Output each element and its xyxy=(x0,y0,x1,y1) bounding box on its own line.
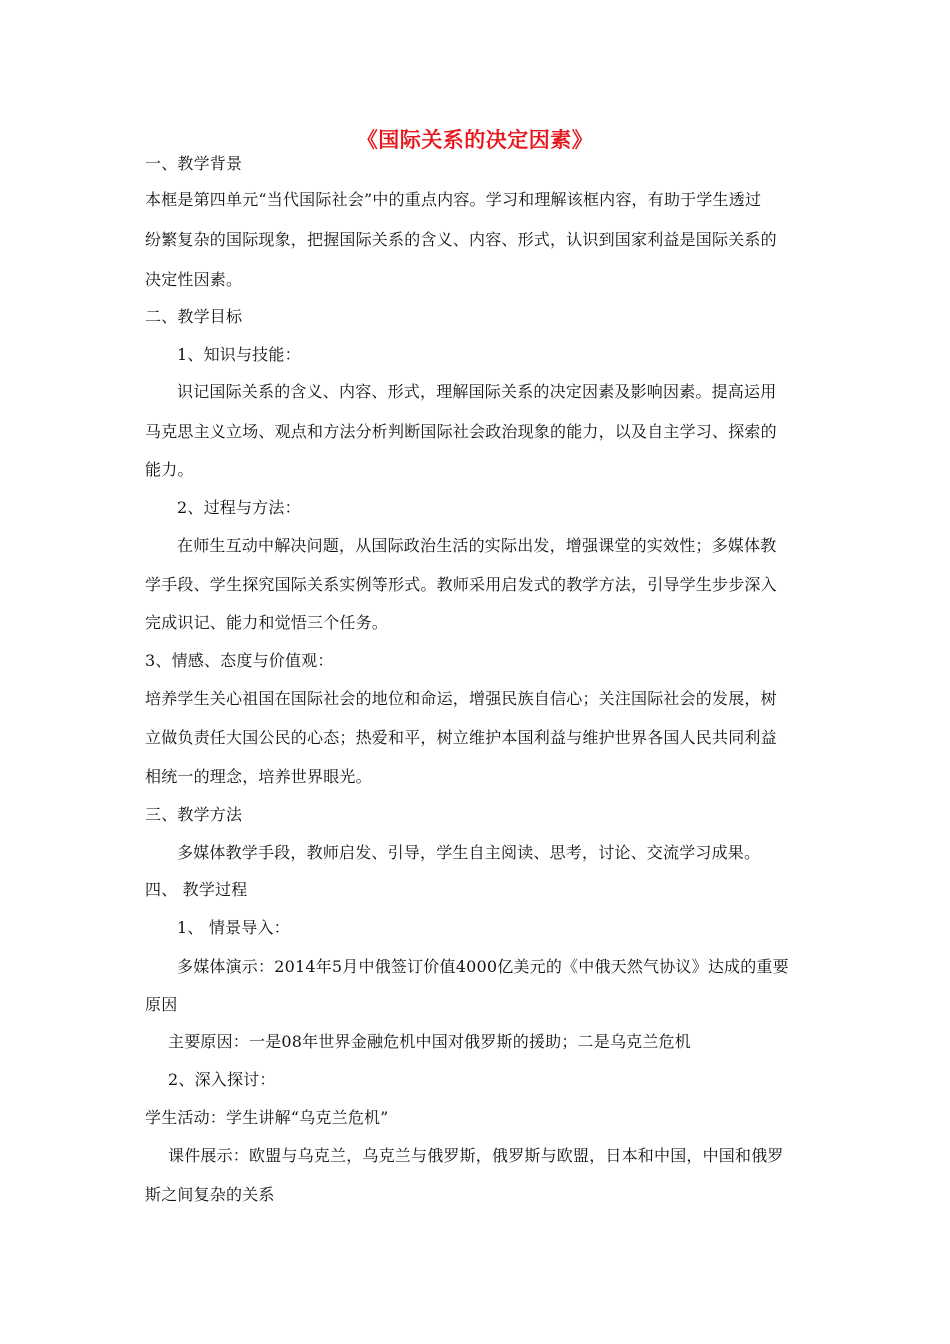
paragraph-line: 立做负责任大国公民的心态；热爱和平，树立维护本国利益与维护世界各国人民共同利益 xyxy=(145,728,777,747)
paragraph-line: 完成识记、能力和觉悟三个任务。 xyxy=(145,613,389,632)
subheading-discussion: 2、深入探讨： xyxy=(168,1070,276,1089)
document-title: 《国际关系的决定因素》 xyxy=(356,127,594,152)
subheading-process: 2、过程与方法： xyxy=(177,498,301,517)
subheading-values: 3、情感、态度与价值观： xyxy=(145,651,334,670)
paragraph-line: 识记国际关系的含义、内容、形式，理解国际关系的决定因素及影响因素。提高运用 xyxy=(177,382,777,401)
paragraph-line: 多媒体教学手段，教师启发、引导，学生自主阅读、思考，讨论、交流学习成果。 xyxy=(177,843,761,862)
subheading-knowledge: 1、知识与技能： xyxy=(177,345,301,364)
subheading-intro: 1、 情景导入： xyxy=(177,918,290,937)
section-heading-process: 四、 教学过程 xyxy=(145,880,248,899)
paragraph-line: 学生活动：学生讲解“乌克兰危机” xyxy=(145,1108,389,1127)
paragraph-line: 在师生互动中解决问题，从国际政治生活的实际出发，增强课堂的实效性；多媒体教 xyxy=(177,536,777,555)
paragraph-line: 原因 xyxy=(145,995,178,1014)
paragraph-line: 学手段、学生探究国际关系实例等形式。教师采用启发式的教学方法，引导学生步步深入 xyxy=(145,575,777,594)
paragraph-line: 纷繁复杂的国际现象，把握国际关系的含义、内容、形式，认识到国家利益是国际关系的 xyxy=(145,230,777,249)
paragraph-line: 多媒体演示：2014年5月中俄签订价值4000亿美元的《中俄天然气协议》达成的重要 xyxy=(177,957,789,976)
paragraph-line: 决定性因素。 xyxy=(145,270,243,289)
paragraph-line: 相统一的理念，培养世界眼光。 xyxy=(145,767,372,786)
paragraph-line: 能力。 xyxy=(145,460,194,479)
paragraph-line: 马克思主义立场、观点和方法分析判断国际社会政治现象的能力，以及自主学习、探索的 xyxy=(145,422,777,441)
section-heading-methods: 三、教学方法 xyxy=(145,805,243,824)
paragraph-line: 斯之间复杂的关系 xyxy=(145,1185,275,1204)
paragraph-line: 培养学生关心祖国在国际社会的地位和命运，增强民族自信心；关注国际社会的发展，树 xyxy=(145,689,777,708)
paragraph-line: 课件展示：欧盟与乌克兰，乌克兰与俄罗斯，俄罗斯与欧盟，日本和中国，中国和俄罗 xyxy=(168,1146,784,1165)
paragraph-line: 主要原因：一是08年世界金融危机中国对俄罗斯的援助；二是乌克兰危机 xyxy=(168,1032,691,1051)
section-heading-goals: 二、教学目标 xyxy=(145,307,243,326)
section-heading-background: 一、教学背景 xyxy=(145,154,243,173)
paragraph-line: 本框是第四单元“当代国际社会”中的重点内容。学习和理解该框内容，有助于学生透过 xyxy=(145,190,762,209)
